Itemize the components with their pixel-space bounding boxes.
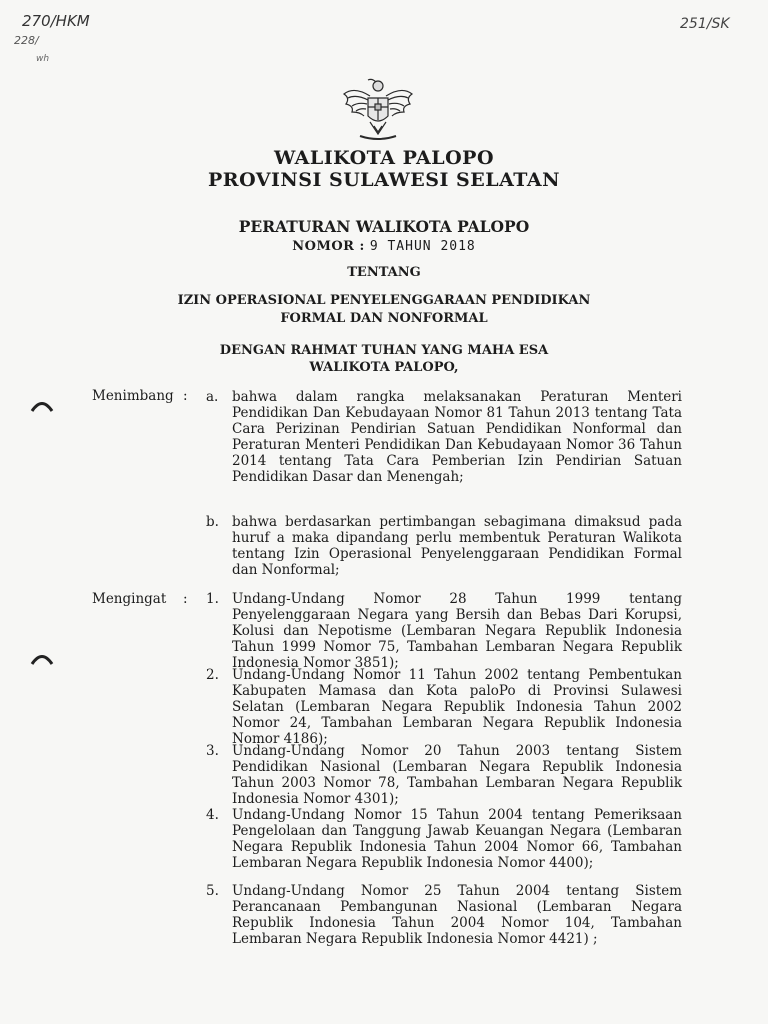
handwritten-note-top-left-2: 228/ [14, 34, 39, 47]
mengingat-mark-2: 2. [206, 667, 219, 683]
walikota-line: WALIKOTA PALOPO, [309, 360, 459, 375]
header-provinsi: PROVINSI SULAWESI SELATAN [208, 169, 560, 191]
subject-line-1: IZIN OPERASIONAL PENYELENGGARAAN PENDIDIKAN [177, 293, 591, 308]
menimbang-item-b: bahwa berdasarkan pertimbangan sebagimana dimaksud pada huruf a maka dipandang perlu membentuk Peraturan Walikota tentang Izin Operasional Penyelenggaraan Pendidikan Formal dan Nonformal; [232, 514, 682, 578]
menimbang-colon: : [183, 388, 188, 404]
mengingat-mark-3: 3. [206, 743, 219, 759]
subject-line-2: FORMAL DAN NONFORMAL [280, 311, 488, 326]
menimbang-item-a: bahwa dalam rangka melaksanakan Peraturan Menteri Pendidikan Dan Kebudayaan Nomor 81 Tahun 2013 tentang Tata Cara Perizinan Pendirian Satuan Pendidikan Nonformal dan Peraturan Menteri Pendidikan Dan Kebudayaan Nomor 36 Tahun 2014 tentang Tata Cara Pemberian Izin Pendirian Satuan Pendidikan Dasar dan Menengah; [232, 389, 682, 485]
mengingat-item-3: Undang-Undang Nomor 20 Tahun 2003 tentang Sistem Pendidikan Nasional (Lembaran Negara Republik Indonesia Tahun 2003 Nomor 78, Tambahan Lembaran Negara Republik Indonesia Nomor 4301); [232, 743, 682, 807]
regulation-number [0, 239, 768, 254]
handwritten-note-top-right: 251/SK [680, 16, 730, 32]
menimbang-mark-b: b. [206, 514, 219, 530]
mengingat-mark-1: 1. [206, 591, 219, 607]
handwritten-note-top-left: 270/HKM [22, 12, 90, 30]
mengingat-item-5: Undang-Undang Nomor 25 Tahun 2004 tentang Sistem Perancanaan Pembangunan Nasional (Lembaran Negara Republik Indonesia Tahun 2004 Nomor 104, Tambahan Lembaran Negara Republik Indonesia Nomor 4421) ; [232, 883, 682, 947]
mengingat-item-2: Undang-Undang Nomor 11 Tahun 2002 tentang Pembentukan Kabupaten Mamasa dan Kota paloPo di Provinsi Sulawesi Selatan (Lembaran Negara Republik Indonesia Tahun 2002 Nomor 24, Tambahan Lembaran Negara Republik Indonesia Nomor 4186); [232, 667, 682, 747]
nomor-label: NOMOR : [292, 239, 365, 254]
mengingat-mark-5: 5. [206, 883, 219, 899]
punch-hole-icon [30, 651, 54, 665]
mengingat-colon: : [183, 591, 188, 607]
nomor-value: 9 TAHUN 2018 [369, 239, 476, 254]
menimbang-mark-a: a. [206, 389, 219, 405]
menimbang-label: Menimbang [92, 388, 174, 404]
rahmat-line: DENGAN RAHMAT TUHAN YANG MAHA ESA [219, 343, 549, 358]
garuda-emblem-icon [340, 76, 416, 144]
regulation-title: PERATURAN WALIKOTA PALOPO [238, 217, 530, 236]
punch-hole-icon [30, 398, 54, 412]
handwritten-note-top-left-3: wh [36, 54, 50, 64]
tentang-heading: TENTANG [347, 265, 421, 280]
mengingat-item-4: Undang-Undang Nomor 15 Tahun 2004 tentang Pemeriksaan Pengelolaan dan Tanggung Jawab Keuangan Negara (Lembaran Negara Republik Indonesia Tahun 2004 Nomor 66, Tambahan Lembaran Negara Republik Indonesia Nomor 4400); [232, 807, 682, 871]
mengingat-mark-4: 4. [206, 807, 219, 823]
header-walikota: WALIKOTA PALOPO [273, 147, 495, 169]
mengingat-label: Mengingat [92, 591, 167, 607]
mengingat-item-1: Undang-Undang Nomor 28 Tahun 1999 tentang Penyelenggaraan Negara yang Bersih dan Bebas Dari Korupsi, Kolusi dan Nepotisme (Lembaran Negara Republik Indonesia Tahun 1999 Nomor 75, Tambahan Lembaran Negara Republik Indonesia Nomor 3851); [232, 591, 682, 671]
